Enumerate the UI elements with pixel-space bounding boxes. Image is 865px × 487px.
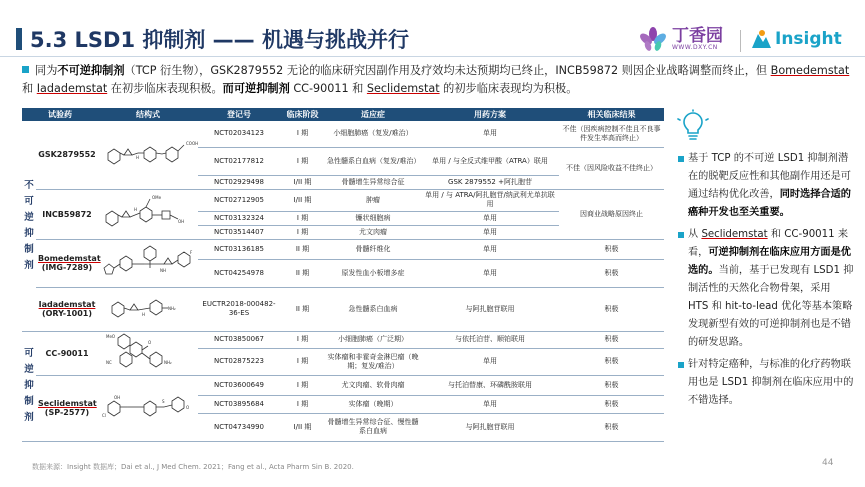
title-accent	[16, 28, 22, 50]
drug-seclidemstat: Seclidemstat (SP-2577)	[36, 375, 98, 441]
indication-cell: 骨髓纤维化	[325, 239, 421, 259]
svg-text:F: F	[190, 249, 193, 255]
title-bar	[0, 0, 865, 56]
intro-bomedemstat: Bomedemstat	[770, 64, 850, 77]
reg-nct03136185: NCT03136185	[198, 239, 280, 259]
indication-cell: 急性髓系白血病（复发/难治）	[325, 147, 421, 175]
col-header-drug: 试验药	[22, 108, 98, 121]
indication-cell: 急性髓系白血病	[325, 287, 421, 331]
indication-cell: 原发性血小板增多症	[325, 259, 421, 287]
table-header-row	[22, 108, 664, 121]
result-cell: 积极	[559, 413, 664, 441]
regimen-cell: 单用	[421, 121, 559, 147]
regimen-cell: 单用 / 与 ATRA/阿扎胞苷/纳武利尤单抗联用	[421, 189, 559, 211]
insight-logo-icon	[750, 28, 772, 50]
bullet-square-icon	[678, 232, 684, 238]
indication-cell: 小细胞肺癌（复发/难治）	[325, 121, 421, 147]
drug-bomedemstat: Bomedemstat (IMG-7289)	[36, 239, 98, 287]
reg-nct02929498: NCT02929498	[198, 175, 280, 189]
svg-text:H: H	[142, 311, 146, 317]
reg-nct03600649: NCT03600649	[198, 375, 280, 395]
bullet-square-icon	[678, 362, 684, 368]
intro-text-2: （TCP 衍生物），GSK2879552 无论的临床研究因副作用及疗效均未达预期均已终止，INCB59872 则因企业战略调整而终止，但	[124, 64, 771, 77]
intro-seclidemstat: Seclidemstat	[366, 82, 440, 95]
regimen-cell: GSK 2879552 +阿扎胞苷	[421, 175, 559, 189]
svg-text:OH: OH	[114, 394, 121, 400]
logo-separator	[740, 30, 741, 52]
reg-nct02712905: NCT02712905	[198, 189, 280, 211]
indication-cell: 肿瘤	[325, 189, 421, 211]
result-cell: 积极	[559, 395, 664, 413]
sidebar-point-1: 基于 TCP 的不可逆 LSD1 抑制剂潜在的脱靶反应性和其他副作用还是可通过结构优化改善，同时选择合适的癌种开发也至关重要。	[678, 150, 854, 222]
chemical-structure-icon	[100, 193, 196, 233]
svg-text:H: H	[136, 155, 140, 161]
regimen-cell: 单用	[421, 225, 559, 239]
regimen-cell: 单用 / 与全反式维甲酸（ATRA）联用	[421, 147, 559, 175]
regimen-cell: 单用	[421, 395, 559, 413]
page-number: 44	[822, 458, 834, 468]
sidebar-point-3: 针对特定癌种，与标准的化疗药物联用也是 LSD1 抑制剂在临床应用中的不错选择。	[678, 356, 854, 410]
reg-nct03514407: NCT03514407	[198, 225, 280, 239]
drug-gsk2879552: GSK2879552	[36, 121, 98, 189]
phase-cell: I 期	[280, 375, 325, 395]
reg-nct03850067: NCT03850067	[198, 331, 280, 349]
svg-text:O: O	[186, 404, 190, 410]
chemical-structure-icon	[100, 242, 196, 282]
result-cell: 因商业战略原因终止	[559, 189, 664, 239]
regimen-cell: 与阿扎胞苷联用	[421, 287, 559, 331]
phase-cell: I 期	[280, 331, 325, 349]
lightbulb-icon	[678, 110, 708, 142]
chemical-structure-icon	[100, 387, 196, 427]
intro-text-5: CC-90011 和	[289, 82, 367, 95]
reg-nct04734990: NCT04734990	[198, 413, 280, 441]
indication-cell: 镰状细胞病	[325, 211, 421, 225]
phase-cell: I/II 期	[280, 189, 325, 211]
regimen-cell: 单用	[421, 349, 559, 375]
source-note: 数据来源：Insight 数据库；Dai et al., J Med Chem. 2021；Fang et al., Acta Pharm Sin B. 2020.	[32, 463, 354, 471]
chemical-structure-icon	[100, 332, 196, 372]
svg-text:O: O	[148, 339, 152, 345]
phase-cell: I/II 期	[280, 175, 325, 189]
reg-nct02875223: NCT02875223	[198, 349, 280, 375]
header-divider	[0, 56, 865, 57]
structure-iadademstat	[98, 287, 198, 331]
indication-cell: 小细胞肺癌（广泛期）	[325, 331, 421, 349]
bullet-square-icon	[22, 66, 29, 73]
structure-bomedemstat	[98, 239, 198, 287]
regimen-cell: 单用	[421, 259, 559, 287]
col-header-results: 相关临床结果	[559, 108, 664, 121]
bullet-square-icon	[678, 156, 684, 162]
dxy-name: 丁香园	[672, 25, 723, 46]
result-cell: 积极	[559, 375, 664, 395]
page-title: 5.3 LSD1 抑制剂 —— 机遇与挑战并行	[30, 28, 409, 52]
col-header-regimen: 用药方案	[421, 108, 559, 121]
indication-cell: 实体瘤（晚期）	[325, 395, 421, 413]
chemical-structure-icon	[100, 133, 199, 173]
intro-bold-2: 而可逆抑制剂	[222, 82, 290, 95]
regimen-cell: 单用	[421, 211, 559, 225]
group-label-reversible: 可 逆 抑 制 剂	[22, 331, 36, 441]
reg-nct04254978: NCT04254978	[198, 259, 280, 287]
intro-text-3: 和	[22, 82, 37, 95]
regimen-cell: 与阿扎胞苷联用	[421, 413, 559, 441]
group-label-irreversible: 不 可 逆 抑 制 剂	[22, 121, 36, 331]
indication-cell: 骨髓增生异常综合征	[325, 175, 421, 189]
reg-euctr2018: EUCTR2018-000482-36-ES	[198, 287, 280, 331]
regimen-cell: 与托泊替康、环磷酰胺联用	[421, 375, 559, 395]
indication-cell: 骨髓增生异常综合征、慢性髓系白血病	[325, 413, 421, 441]
table-row	[22, 287, 664, 331]
insight-logo	[750, 28, 842, 50]
svg-text:NH: NH	[160, 267, 166, 273]
phase-cell: I 期	[280, 147, 325, 175]
result-cell: 积极	[559, 331, 664, 349]
chemical-structure-icon	[100, 288, 196, 328]
indication-cell: 实体瘤和非霍奇金淋巴瘤（晚期；复发/难治）	[325, 349, 421, 375]
svg-text:MeO: MeO	[106, 333, 116, 339]
svg-text:H: H	[134, 206, 138, 212]
result-cell: 积极	[559, 259, 664, 287]
col-header-registration: 登记号	[198, 108, 280, 121]
structure-gsk2879552	[98, 121, 198, 189]
structure-seclidemstat	[98, 375, 198, 441]
col-header-phase: 临床阶段	[280, 108, 325, 121]
svg-text:S: S	[162, 398, 165, 404]
svg-text:OMe: OMe	[152, 194, 162, 200]
intro-text-1: 同为	[35, 64, 58, 77]
svg-text:NC: NC	[106, 359, 112, 365]
drug-iadademstat: Iadademstat (ORY-1001)	[36, 287, 98, 331]
phase-cell: II 期	[280, 239, 325, 259]
structure-cc90011	[98, 331, 198, 375]
table-row	[22, 189, 664, 211]
intro-text-4: 在初步临床表现积极。	[107, 82, 223, 95]
table-row	[22, 375, 664, 395]
table-row	[22, 239, 664, 259]
result-cell: 积极	[559, 349, 664, 375]
structure-incb59872	[98, 189, 198, 239]
intro-bold-1: 不可逆抑制剂	[57, 64, 125, 77]
dxy-url: WWW.DXY.CN	[672, 43, 718, 51]
reg-nct03132324: NCT03132324	[198, 211, 280, 225]
result-cell: 不佳（因风险收益不佳终止）	[559, 147, 664, 189]
phase-cell: I 期	[280, 395, 325, 413]
reg-nct03895684: NCT03895684	[198, 395, 280, 413]
regimen-cell: 与依托泊苷、顺铂联用	[421, 331, 559, 349]
svg-text:OH: OH	[178, 218, 185, 224]
reg-nct02034123: NCT02034123	[198, 121, 280, 147]
intro-iadademstat: Iadademstat	[36, 82, 108, 95]
phase-cell: I 期	[280, 121, 325, 147]
result-cell: 积极	[559, 239, 664, 259]
svg-text:Cl: Cl	[102, 412, 106, 418]
result-cell: 不佳（因疾病控制不佳且不良事件发生率高而终止）	[559, 121, 664, 147]
insight-wordmark: Insight	[775, 29, 842, 49]
svg-text:NH₂: NH₂	[168, 305, 176, 311]
result-cell: 积极	[559, 287, 664, 331]
indication-cell: 尤文肉瘤、软骨肉瘤	[325, 375, 421, 395]
regimen-cell: 单用	[421, 239, 559, 259]
phase-cell: I/II 期	[280, 413, 325, 441]
col-header-structure: 结构式	[98, 108, 198, 121]
table-row	[22, 331, 664, 349]
phase-cell: II 期	[280, 259, 325, 287]
insight-sidebar	[678, 150, 854, 414]
indication-cell: 尤文肉瘤	[325, 225, 421, 239]
drug-incb59872: INCB59872	[36, 189, 98, 239]
phase-cell: I 期	[280, 225, 325, 239]
col-header-indication: 适应症	[325, 108, 421, 121]
sidebar-point-2: 从 Seclidemstat 和 CC-90011 来看，可逆抑制剂在临床应用方面是优选的。当前，基于已发现有 LSD1 抑制活性的天然化合物骨架，采用 HTS 和 hit-to-lead 优化等基本策略发现新型有效的可逆抑制剂也是不错的研发思路。	[678, 226, 854, 352]
svg-text:COOH: COOH	[186, 141, 199, 147]
svg-text:NH₂: NH₂	[164, 359, 172, 365]
phase-cell: I 期	[280, 349, 325, 375]
dxy-logo	[638, 26, 723, 52]
clinical-trials-table	[22, 108, 664, 442]
dxy-flower-icon	[638, 26, 668, 52]
reg-nct02177812: NCT02177812	[198, 147, 280, 175]
drug-cc90011: CC-90011	[36, 331, 98, 375]
phase-cell: I 期	[280, 211, 325, 225]
phase-cell: II 期	[280, 287, 325, 331]
table-row	[22, 121, 664, 147]
intro-text-6: 的初步临床表现均为积极。	[439, 82, 578, 95]
intro-paragraph	[22, 62, 852, 98]
